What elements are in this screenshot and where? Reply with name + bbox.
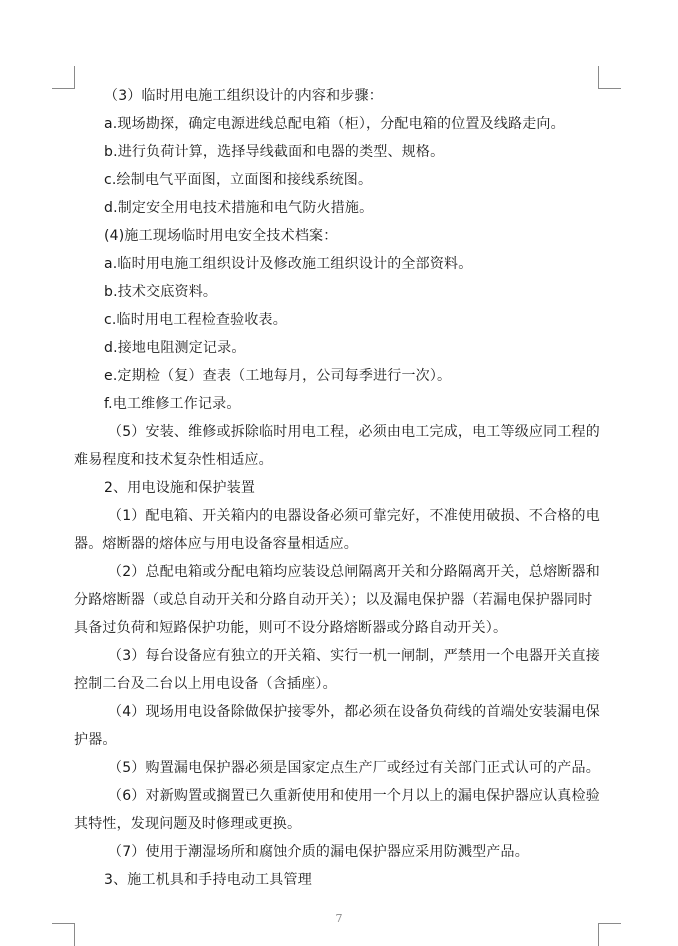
- text-line: 护器。: [74, 732, 117, 748]
- text-line: 分路熔断器（或总自动开关和分路自动开关）；以及漏电保护器（若漏电保护器同时: [74, 592, 593, 608]
- text-line: 难易程度和技术复杂性相适应。: [74, 452, 273, 468]
- text-line: 具备过负荷和短路保护功能，则可不设分路熔断器或分路自动开关）。: [74, 620, 508, 636]
- text-line: （3）每台设备应有独立的开关箱、实行一机一闸制，严禁用一个电器开关直接: [108, 648, 600, 664]
- text-line: f.电工维修工作记录。: [104, 396, 241, 412]
- crop-mark-top-left: [52, 66, 75, 89]
- text-line: 其特性，发现问题及时修理或更换。: [74, 816, 302, 832]
- text-line: （4）现场用电设备除做保护接零外，都必须在设备负荷线的首端处安装漏电保: [108, 704, 600, 720]
- section-heading: 3、施工机具和手持电动工具管理: [104, 872, 312, 888]
- text-line: b.进行负荷计算，选择导线截面和电器的类型、规格。: [104, 144, 445, 160]
- text-line: d.接地电阻测定记录。: [104, 340, 246, 356]
- text-line: （5）安装、维修或拆除临时用电工程，必须由电工完成，电工等级应同工程的: [108, 424, 600, 440]
- text-line: 器。熔断器的熔体应与用电设备容量相适应。: [74, 536, 358, 552]
- text-line: （2）总配电箱或分配电箱均应装设总闸隔离开关和分路隔离开关，总熔断器和: [108, 564, 600, 580]
- text-line: a.临时用电施工组织设计及修改施工组织设计的全部资料。: [104, 256, 473, 272]
- text-line: a.现场勘探，确定电源进线总配电箱（柜），分配电箱的位置及线路走向。: [104, 116, 565, 132]
- text-line: （5）购置漏电保护器必须是国家定点生产厂或经过有关部门正式认可的产品。: [108, 760, 600, 776]
- text-line: （3）临时用电施工组织设计的内容和步骤：: [104, 88, 383, 104]
- text-line: 控制二台及二台以上用电设备（含插座）。: [74, 676, 337, 692]
- document-body: [74, 82, 604, 894]
- section-heading: 2、用电设施和保护装置: [104, 480, 256, 496]
- text-line: c.临时用电工程检查验收表。: [104, 312, 287, 328]
- text-line: （7）使用于潮湿场所和腐蚀介质的漏电保护器应采用防溅型产品。: [108, 844, 529, 860]
- page-number: 7: [335, 912, 343, 925]
- text-line: （6）对新购置或搁置已久重新使用和使用一个月以上的漏电保护器应认真检验: [108, 788, 600, 804]
- text-line: c.绘制电气平面图，立面图和接线系统图。: [104, 172, 373, 188]
- text-line: b.技术交底资料。: [104, 284, 218, 300]
- text-line: d.制定安全用电技术措施和电气防火措施。: [104, 200, 374, 216]
- text-line: e.定期检（复）查表（工地每月，公司每季进行一次）。: [104, 368, 452, 384]
- text-line: (4)施工现场临时用电安全技术档案：: [104, 228, 338, 244]
- text-line: （1）配电箱、开关箱内的电器设备必须可靠完好，不准使用破损、不合格的电: [108, 508, 600, 524]
